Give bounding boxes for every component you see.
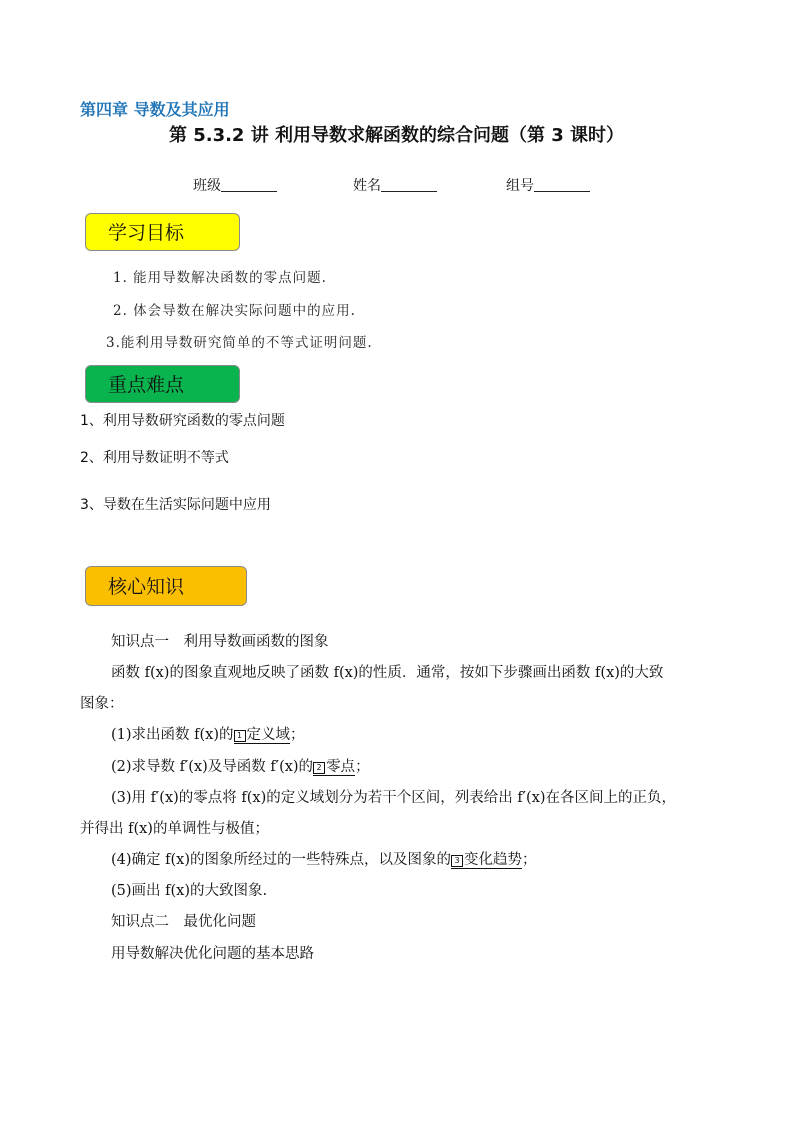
key-point-item: 2、利用导数证明不等式 bbox=[80, 450, 229, 466]
step-1 bbox=[111, 723, 305, 744]
paragraph: 函数 f(x)的图象直观地反映了函数 f(x)的性质．通常，按如下步骤画出函数 f(x)的大致 bbox=[111, 665, 664, 681]
name-field[interactable] bbox=[353, 175, 437, 195]
paragraph: 用导数解决优化问题的基本思路 bbox=[111, 946, 314, 962]
group-blank[interactable] bbox=[534, 177, 590, 192]
answer-text: 变化趋势 bbox=[464, 852, 523, 868]
name-blank[interactable] bbox=[381, 177, 437, 192]
punctuation: ； bbox=[355, 759, 370, 775]
key-point-item: 1、利用导数研究函数的零点问题 bbox=[80, 413, 285, 429]
chapter-heading: 第四章 导数及其应用 bbox=[80, 100, 230, 119]
answer-blank bbox=[234, 727, 291, 744]
answer-text: 零点 bbox=[326, 759, 356, 775]
answer-blank bbox=[451, 852, 522, 869]
group-field[interactable] bbox=[506, 175, 590, 195]
answer-text: 定义域 bbox=[246, 727, 291, 743]
punctuation: ； bbox=[522, 852, 537, 868]
step-4 bbox=[111, 848, 537, 869]
answer-blank bbox=[313, 759, 355, 776]
step-5: (5)画出 f(x)的大致图象. bbox=[111, 883, 268, 899]
class-label: 班级 bbox=[193, 178, 221, 194]
step-3: (3)用 f′(x)的零点将 f(x)的定义域划分为若干个区间，列表给出 f′(x)在各区间上的正负， bbox=[111, 790, 677, 806]
goal-item: 1. 能用导数解决函数的零点问题. bbox=[113, 270, 327, 286]
class-blank[interactable] bbox=[221, 177, 277, 192]
key-point-item: 3、导数在生活实际问题中应用 bbox=[80, 497, 271, 513]
blank-number: 3 bbox=[451, 855, 463, 867]
blank-number: 2 bbox=[313, 762, 325, 774]
step-3-cont: 并得出 f(x)的单调性与极值； bbox=[80, 821, 269, 837]
knowledge-point-2-title: 知识点二 最优化问题 bbox=[111, 914, 256, 930]
class-field[interactable] bbox=[193, 175, 277, 195]
punctuation: ； bbox=[290, 727, 305, 743]
name-label: 姓名 bbox=[353, 178, 381, 194]
group-label: 组号 bbox=[506, 178, 534, 194]
step-text: (1)求出函数 f(x)的 bbox=[111, 727, 234, 743]
key-points-heading: 重点难点 bbox=[85, 365, 240, 403]
paragraph: 图象： bbox=[80, 696, 124, 712]
step-2 bbox=[111, 755, 370, 776]
step-text: (4)确定 f(x)的图象所经过的一些特殊点，以及图象的 bbox=[111, 852, 452, 868]
core-knowledge-heading: 核心知识 bbox=[85, 566, 247, 606]
knowledge-point-1-title: 知识点一 利用导数画函数的图象 bbox=[111, 634, 329, 650]
goal-item: 2. 体会导数在解决实际问题中的应用. bbox=[113, 303, 356, 319]
lesson-title: 第 5.3.2 讲 利用导数求解函数的综合问题（第 3 课时） bbox=[168, 125, 625, 146]
step-text: (2)求导数 f′(x)及导函数 f′(x)的 bbox=[111, 759, 314, 775]
goals-heading: 学习目标 bbox=[85, 213, 240, 251]
blank-number: 1 bbox=[234, 730, 246, 742]
goal-item: 3.能利用导数研究简单的不等式证明问题. bbox=[106, 335, 373, 351]
